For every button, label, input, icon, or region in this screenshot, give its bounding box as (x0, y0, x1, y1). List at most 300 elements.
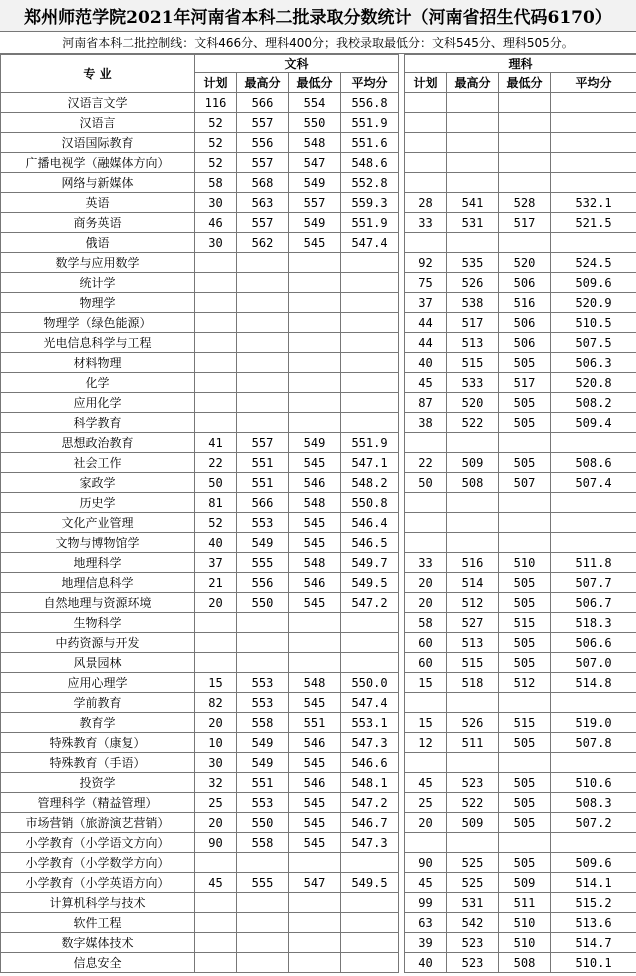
wenke-plan-cell: 50 (195, 473, 237, 493)
table-body (1, 93, 636, 973)
like-avg-cell (551, 693, 636, 713)
like-max-cell (447, 153, 499, 173)
like-max-cell: 542 (447, 913, 499, 933)
wenke-avg-cell: 547.2 (341, 593, 399, 613)
wenke-max-cell (237, 893, 289, 913)
wenke-min-cell: 554 (289, 93, 341, 113)
like-plan-cell: 63 (405, 913, 447, 933)
wenke-min-cell (289, 933, 341, 953)
wenke-min-cell: 545 (289, 513, 341, 533)
wenke-min-cell: 549 (289, 213, 341, 233)
like-plan-header: 计划 (405, 73, 447, 93)
major-name-cell: 材料物理 (1, 353, 195, 373)
major-name-cell: 家政学 (1, 473, 195, 493)
wenke-max-cell (237, 913, 289, 933)
like-plan-cell (405, 173, 447, 193)
wenke-avg-cell: 552.8 (341, 173, 399, 193)
major-name-cell: 小学教育（小学数学方向） (1, 853, 195, 873)
like-max-cell: 523 (447, 953, 499, 973)
wenke-min-cell: 546 (289, 573, 341, 593)
wenke-avg-cell: 549.7 (341, 553, 399, 573)
like-plan-cell (405, 833, 447, 853)
like-avg-cell: 509.6 (551, 853, 636, 873)
major-name-cell: 文物与博物馆学 (1, 533, 195, 553)
wenke-plan-cell (195, 653, 237, 673)
table-row (1, 913, 636, 933)
like-plan-cell: 12 (405, 733, 447, 753)
like-avg-cell: 507.2 (551, 813, 636, 833)
like-min-cell: 505 (499, 793, 551, 813)
like-max-cell: 520 (447, 393, 499, 413)
major-name-cell: 软件工程 (1, 913, 195, 933)
like-avg-cell (551, 493, 636, 513)
like-min-cell: 505 (499, 593, 551, 613)
like-max-cell: 522 (447, 413, 499, 433)
like-max-cell: 509 (447, 453, 499, 473)
table-row (1, 733, 636, 753)
like-min-cell: 505 (499, 773, 551, 793)
wenke-avg-cell: 547.2 (341, 793, 399, 813)
like-plan-cell: 50 (405, 473, 447, 493)
major-name-cell: 科学教育 (1, 413, 195, 433)
like-plan-cell: 87 (405, 393, 447, 413)
wenke-avg-cell (341, 893, 399, 913)
major-name-cell: 信息安全 (1, 953, 195, 973)
like-avg-cell: 514.7 (551, 933, 636, 953)
wenke-max-cell (237, 953, 289, 973)
like-min-cell (499, 233, 551, 253)
like-avg-cell: 514.1 (551, 873, 636, 893)
wenke-plan-cell: 40 (195, 533, 237, 553)
like-plan-cell: 39 (405, 933, 447, 953)
wenke-min-cell: 547 (289, 873, 341, 893)
like-avg-cell: 518.3 (551, 613, 636, 633)
wenke-avg-cell: 559.3 (341, 193, 399, 213)
wenke-plan-cell: 45 (195, 873, 237, 893)
wenke-min-cell (289, 413, 341, 433)
table-row (1, 753, 636, 773)
wenke-max-cell: 551 (237, 453, 289, 473)
like-max-cell (447, 833, 499, 853)
like-min-cell: 520 (499, 253, 551, 273)
major-name-cell: 小学教育（小学英语方向） (1, 873, 195, 893)
like-max-cell (447, 113, 499, 133)
like-max-cell: 517 (447, 313, 499, 333)
like-plan-cell (405, 533, 447, 553)
like-plan-cell: 92 (405, 253, 447, 273)
like-max-cell: 514 (447, 573, 499, 593)
like-max-cell (447, 533, 499, 553)
like-avg-cell (551, 113, 636, 133)
major-name-cell: 俄语 (1, 233, 195, 253)
major-name-cell: 统计学 (1, 273, 195, 293)
major-name-cell: 网络与新媒体 (1, 173, 195, 193)
wenke-plan-cell: 15 (195, 673, 237, 693)
wenke-avg-cell (341, 613, 399, 633)
wenke-avg-cell (341, 273, 399, 293)
like-plan-cell: 22 (405, 453, 447, 473)
like-min-cell: 510 (499, 553, 551, 573)
wenke-min-cell: 546 (289, 773, 341, 793)
wenke-min-cell (289, 373, 341, 393)
like-max-cell: 538 (447, 293, 499, 313)
like-plan-cell: 20 (405, 593, 447, 613)
wenke-avg-cell (341, 933, 399, 953)
like-avg-cell (551, 533, 636, 553)
like-plan-cell: 90 (405, 853, 447, 873)
table-row (1, 713, 636, 733)
wenke-max-cell: 549 (237, 753, 289, 773)
like-max-cell: 533 (447, 373, 499, 393)
like-avg-cell: 521.5 (551, 213, 636, 233)
wenke-avg-cell: 556.8 (341, 93, 399, 113)
like-avg-cell: 511.8 (551, 553, 636, 573)
like-max-cell (447, 93, 499, 113)
like-group-header: 理科 (405, 55, 636, 73)
wenke-min-cell: 545 (289, 793, 341, 813)
wenke-max-cell (237, 293, 289, 313)
like-max-cell: 509 (447, 813, 499, 833)
wenke-plan-cell (195, 913, 237, 933)
like-min-cell (499, 133, 551, 153)
wenke-max-cell (237, 333, 289, 353)
wenke-max-cell: 555 (237, 553, 289, 573)
wenke-min-cell: 545 (289, 833, 341, 853)
wenke-plan-cell (195, 633, 237, 653)
like-min-cell (499, 153, 551, 173)
wenke-avg-cell: 553.1 (341, 713, 399, 733)
like-min-cell: 505 (499, 393, 551, 413)
wenke-avg-cell: 546.4 (341, 513, 399, 533)
wenke-avg-cell: 546.5 (341, 533, 399, 553)
wenke-min-cell (289, 893, 341, 913)
like-plan-cell: 40 (405, 953, 447, 973)
major-name-cell: 汉语言文学 (1, 93, 195, 113)
major-name-cell: 生物科学 (1, 613, 195, 633)
major-name-cell: 思想政治教育 (1, 433, 195, 453)
wenke-max-cell (237, 933, 289, 953)
wenke-plan-cell (195, 373, 237, 393)
wenke-min-cell: 550 (289, 113, 341, 133)
table-row (1, 173, 636, 193)
like-max-cell: 523 (447, 933, 499, 953)
wenke-avg-cell: 550.8 (341, 493, 399, 513)
wenke-plan-cell: 22 (195, 453, 237, 473)
wenke-plan-cell: 52 (195, 113, 237, 133)
major-name-cell: 商务英语 (1, 213, 195, 233)
table-row (1, 433, 636, 453)
wenke-plan-cell (195, 273, 237, 293)
wenke-avg-cell: 551.9 (341, 213, 399, 233)
like-avg-cell: 510.5 (551, 313, 636, 333)
wenke-max-cell: 550 (237, 593, 289, 613)
wenke-plan-cell: 52 (195, 513, 237, 533)
wenke-avg-cell (341, 313, 399, 333)
wenke-plan-cell: 32 (195, 773, 237, 793)
wenke-max-cell: 553 (237, 513, 289, 533)
wenke-plan-cell (195, 353, 237, 373)
wenke-max-cell (237, 613, 289, 633)
like-avg-cell (551, 433, 636, 453)
like-avg-cell (551, 93, 636, 113)
major-name-cell: 光电信息科学与工程 (1, 333, 195, 353)
like-plan-cell: 75 (405, 273, 447, 293)
table-row (1, 873, 636, 893)
wenke-avg-cell: 548.2 (341, 473, 399, 493)
major-name-cell: 社会工作 (1, 453, 195, 473)
wenke-max-cell: 566 (237, 493, 289, 513)
wenke-avg-cell: 551.6 (341, 133, 399, 153)
like-plan-cell: 33 (405, 213, 447, 233)
like-max-cell: 516 (447, 553, 499, 573)
like-min-cell: 510 (499, 913, 551, 933)
like-plan-cell (405, 153, 447, 173)
table-row (1, 793, 636, 813)
like-plan-cell: 60 (405, 633, 447, 653)
wenke-max-cell: 550 (237, 813, 289, 833)
wenke-avg-cell (341, 293, 399, 313)
like-plan-cell: 45 (405, 773, 447, 793)
wenke-min-cell: 548 (289, 133, 341, 153)
wenke-avg-cell (341, 853, 399, 873)
wenke-min-cell: 548 (289, 493, 341, 513)
wenke-min-cell (289, 333, 341, 353)
control-line-notice: 河南省本科二批控制线：文科466分、理科400分；我校录取最低分：文科545分、理科505分。 (0, 32, 636, 54)
major-name-cell: 汉语国际教育 (1, 133, 195, 153)
wenke-plan-cell: 58 (195, 173, 237, 193)
major-name-cell: 计算机科学与技术 (1, 893, 195, 913)
major-name-cell: 小学教育（小学语文方向） (1, 833, 195, 853)
like-min-cell: 510 (499, 933, 551, 953)
wenke-plan-cell (195, 893, 237, 913)
wenke-plan-cell: 30 (195, 233, 237, 253)
like-min-cell: 505 (499, 813, 551, 833)
table-row (1, 273, 636, 293)
wenke-max-cell: 553 (237, 673, 289, 693)
like-max-cell (447, 493, 499, 513)
like-max-cell: 513 (447, 333, 499, 353)
wenke-plan-cell: 30 (195, 193, 237, 213)
table-row (1, 953, 636, 973)
wenke-avg-cell: 549.5 (341, 873, 399, 893)
wenke-avg-cell: 547.3 (341, 833, 399, 853)
wenke-plan-cell: 25 (195, 793, 237, 813)
major-name-cell: 地理科学 (1, 553, 195, 573)
major-name-cell: 应用化学 (1, 393, 195, 413)
like-plan-cell: 28 (405, 193, 447, 213)
table-row (1, 93, 636, 113)
wenke-max-cell (237, 393, 289, 413)
wenke-avg-cell: 547.4 (341, 693, 399, 713)
like-max-cell (447, 753, 499, 773)
wenke-max-cell (237, 853, 289, 873)
like-min-cell (499, 753, 551, 773)
like-min-cell: 505 (499, 853, 551, 873)
like-avg-cell (551, 173, 636, 193)
wenke-plan-cell: 116 (195, 93, 237, 113)
wenke-plan-cell: 52 (195, 153, 237, 173)
wenke-max-cell (237, 353, 289, 373)
like-min-cell (499, 513, 551, 533)
wenke-plan-cell: 21 (195, 573, 237, 593)
table-row (1, 253, 636, 273)
table-row (1, 653, 636, 673)
like-max-cell: 527 (447, 613, 499, 633)
like-min-cell: 505 (499, 573, 551, 593)
like-avg-cell (551, 513, 636, 533)
like-avg-cell: 519.0 (551, 713, 636, 733)
major-name-cell: 教育学 (1, 713, 195, 733)
like-plan-cell: 37 (405, 293, 447, 313)
like-min-cell: 515 (499, 713, 551, 733)
like-min-cell: 508 (499, 953, 551, 973)
wenke-min-cell: 545 (289, 693, 341, 713)
wenke-max-cell: 556 (237, 573, 289, 593)
wenke-max-cell (237, 373, 289, 393)
wenke-avg-cell (341, 333, 399, 353)
wenke-plan-header: 计划 (195, 73, 237, 93)
like-avg-cell: 520.8 (551, 373, 636, 393)
wenke-avg-cell: 547.1 (341, 453, 399, 473)
major-name-cell: 历史学 (1, 493, 195, 513)
like-max-cell: 518 (447, 673, 499, 693)
like-min-cell: 505 (499, 733, 551, 753)
wenke-min-cell: 551 (289, 713, 341, 733)
like-avg-header: 平均分 (551, 73, 636, 93)
like-plan-cell: 60 (405, 653, 447, 673)
wenke-avg-cell (341, 253, 399, 273)
major-name-cell: 物理学（绿色能源） (1, 313, 195, 333)
like-plan-cell: 38 (405, 413, 447, 433)
table-row (1, 533, 636, 553)
major-name-cell: 学前教育 (1, 693, 195, 713)
wenke-min-cell: 545 (289, 813, 341, 833)
like-avg-cell: 520.9 (551, 293, 636, 313)
like-min-cell (499, 693, 551, 713)
wenke-min-cell: 547 (289, 153, 341, 173)
like-plan-cell (405, 233, 447, 253)
wenke-avg-cell (341, 953, 399, 973)
major-name-cell: 数字媒体技术 (1, 933, 195, 953)
table-row (1, 153, 636, 173)
like-avg-cell (551, 233, 636, 253)
like-max-cell: 522 (447, 793, 499, 813)
like-max-cell: 515 (447, 353, 499, 373)
wenke-plan-cell (195, 313, 237, 333)
like-plan-cell (405, 433, 447, 453)
wenke-avg-cell: 549.5 (341, 573, 399, 593)
like-plan-cell (405, 493, 447, 513)
major-name-cell: 地理信息科学 (1, 573, 195, 593)
table-row (1, 553, 636, 573)
wenke-avg-cell: 546.6 (341, 753, 399, 773)
like-avg-cell: 508.3 (551, 793, 636, 813)
like-max-cell: 508 (447, 473, 499, 493)
wenke-plan-cell: 82 (195, 693, 237, 713)
table-row (1, 293, 636, 313)
like-min-cell (499, 493, 551, 513)
wenke-min-cell: 548 (289, 553, 341, 573)
wenke-min-cell: 545 (289, 453, 341, 473)
wenke-max-cell: 562 (237, 233, 289, 253)
like-min-cell: 515 (499, 613, 551, 633)
like-min-cell (499, 833, 551, 853)
like-min-cell: 506 (499, 313, 551, 333)
wenke-plan-cell: 30 (195, 753, 237, 773)
wenke-min-cell: 546 (289, 473, 341, 493)
wenke-max-cell: 549 (237, 733, 289, 753)
like-max-cell: 523 (447, 773, 499, 793)
like-min-cell: 517 (499, 213, 551, 233)
wenke-max-cell (237, 653, 289, 673)
wenke-plan-cell (195, 953, 237, 973)
major-name-cell: 广播电视学（融媒体方向） (1, 153, 195, 173)
like-plan-cell: 45 (405, 873, 447, 893)
wenke-min-cell (289, 273, 341, 293)
table-row (1, 493, 636, 513)
major-name-cell: 投资学 (1, 773, 195, 793)
page-title: 郑州师范学院2021年河南省本科二批录取分数统计（河南省招生代码6170） (0, 0, 636, 32)
like-avg-cell (551, 833, 636, 853)
like-avg-cell: 507.0 (551, 653, 636, 673)
wenke-plan-cell (195, 413, 237, 433)
wenke-avg-cell: 551.9 (341, 433, 399, 453)
wenke-max-cell (237, 633, 289, 653)
like-min-cell (499, 113, 551, 133)
like-plan-cell: 25 (405, 793, 447, 813)
like-min-cell: 505 (499, 413, 551, 433)
like-avg-cell: 532.1 (551, 193, 636, 213)
major-name-cell: 中药资源与开发 (1, 633, 195, 653)
like-max-cell: 541 (447, 193, 499, 213)
like-avg-cell: 506.6 (551, 633, 636, 653)
like-max-cell (447, 173, 499, 193)
wenke-max-cell (237, 273, 289, 293)
like-avg-cell: 507.4 (551, 473, 636, 493)
like-max-cell: 526 (447, 273, 499, 293)
like-max-cell: 513 (447, 633, 499, 653)
wenke-plan-cell: 52 (195, 133, 237, 153)
table-row (1, 313, 636, 333)
table-row (1, 853, 636, 873)
wenke-min-cell: 548 (289, 673, 341, 693)
wenke-avg-cell (341, 913, 399, 933)
like-avg-cell (551, 753, 636, 773)
wenke-avg-cell: 548.1 (341, 773, 399, 793)
wenke-max-cell: 558 (237, 713, 289, 733)
like-min-cell: 505 (499, 653, 551, 673)
wenke-max-cell: 551 (237, 773, 289, 793)
like-avg-cell: 506.3 (551, 353, 636, 373)
table-row (1, 613, 636, 633)
like-max-cell: 512 (447, 593, 499, 613)
wenke-avg-cell: 547.3 (341, 733, 399, 753)
like-avg-cell: 510.6 (551, 773, 636, 793)
like-plan-cell (405, 753, 447, 773)
wenke-plan-cell (195, 253, 237, 273)
like-min-cell (499, 173, 551, 193)
table-row (1, 773, 636, 793)
table-row (1, 513, 636, 533)
score-table (0, 54, 636, 973)
table-row (1, 633, 636, 653)
like-max-cell (447, 233, 499, 253)
wenke-plan-cell: 46 (195, 213, 237, 233)
like-max-header: 最高分 (447, 73, 499, 93)
like-min-cell (499, 433, 551, 453)
like-min-cell: 517 (499, 373, 551, 393)
like-avg-cell: 507.5 (551, 333, 636, 353)
